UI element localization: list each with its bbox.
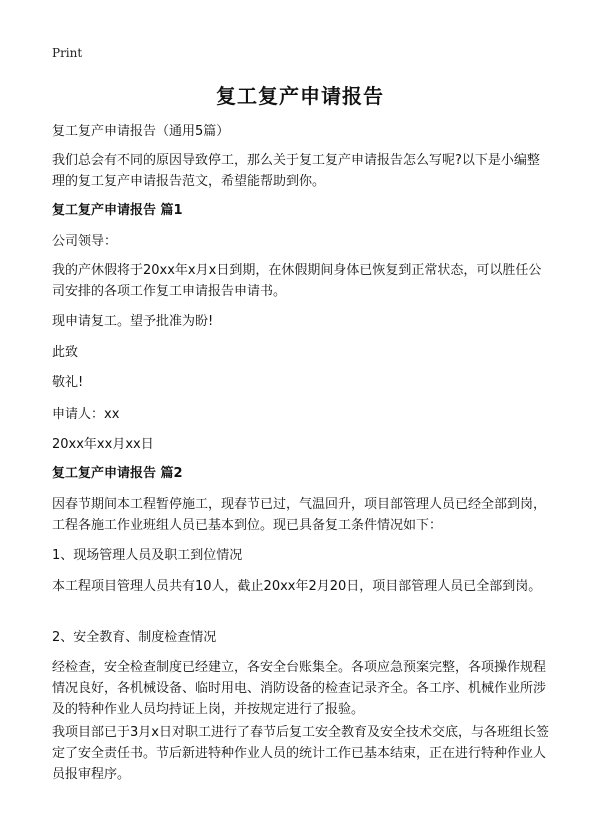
print-label: Print	[52, 46, 83, 60]
section2-heading: 复工复产申请报告 篇2	[52, 466, 183, 481]
section1-heading: 复工复产申请报告 篇1	[52, 203, 183, 218]
section2-item2-title: 2、安全教育、制度检查情况	[52, 630, 217, 645]
intro-paragraph: 我们总会有不同的原因导致停工，那么关于复工复产申请报告怎么写呢?以下是小编整理的复工复产申请报告范文，希望能帮助到你。	[52, 153, 540, 189]
section1-closing-1: 此致	[52, 345, 79, 360]
section1-request: 现申请复工。望予批准为盼!	[52, 314, 214, 329]
section1-salutation: 公司领导：	[52, 234, 118, 249]
section2-item1-title: 1、现场管理人员及职工到位情况	[52, 548, 243, 563]
document-subtitle: 复工复产申请报告（通用5篇）	[52, 124, 230, 139]
section1-body: 我的产休假将于20xx年x月x日到期，在休假期间身体已恢复到正常状态，可以胜任公司安排的各项工作复工申请报告申请书。	[52, 263, 542, 299]
section1-date: 20xx年xx月xx日	[52, 437, 154, 452]
page-title: 复工复产申请报告	[216, 84, 384, 108]
section2-intro: 因春节期间本工程暂停施工，现春节已过，气温回升，项目部管理人员已经全部到岗，工程各施工作业班组人员已基本到位。现已具备复工条件情况如下：	[52, 497, 547, 533]
section2-item1-body: 本工程项目管理人员共有10人，截止20xx年2月20日，项目部管理人员已全部到岗。	[52, 579, 542, 594]
section2-item2-body: 经检查，安全检查制度已经建立，各安全台账集全。各项应急预案完整，各项操作规程情况良好，各机械设备、临时用电、消防设备的检查记录齐全。各工序、机械作业所涉及的特种作业人员均持证上岗，并按规定进行了报验。	[52, 660, 547, 717]
section2-item2-body-2: 我项目部已于3月x日对职工进行了春节后复工安全教育及安全技术交底，与各班组长签定了安全责任书。节后新进特种作业人员的统计工作已基本结束，正在进行特种作业人员报审程序。	[52, 725, 549, 782]
section1-closing-2: 敬礼!	[52, 375, 84, 390]
section1-applicant: 申请人：xx	[52, 407, 120, 422]
